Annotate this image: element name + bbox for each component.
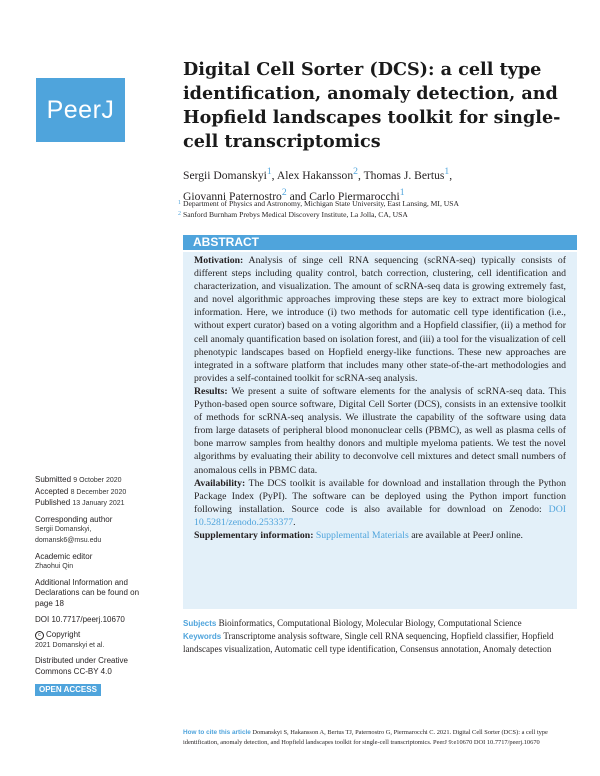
- corresponding-name: Sergii Domanskyi,: [35, 526, 92, 534]
- subjects-keywords: [183, 617, 577, 655]
- availability-text: The DCS toolkit is available for download and installation through the Python Package Index (PyPI). The software can be deployed using the Python import function following installation. Source code is also available for download on Zenodo:: [194, 477, 566, 515]
- affiliations: [178, 198, 578, 220]
- keywords-text: Transcriptome analysis software, Single cell RNA sequencing, Hopfield classifier, Hopfield landscapes visualization, Automatic cell type identification, Consensus annotation, Anomaly detection: [183, 631, 554, 654]
- peerj-logo[interactable]: [36, 78, 125, 142]
- affiliation-number: 2: [178, 211, 181, 217]
- citation-text: Domanskyi S, Hakansson A, Bertus TJ, Paternostro G, Piermarocchi C. 2021. Digital Cell Sorter (DCS): a cell type identification, anomaly detection, and Hopfield landscapes toolkit for single-cell transcriptomics. PeerJ 9:e10670 DOI 10.7717/peerj.10670: [183, 729, 548, 746]
- author-separator: ,: [357, 168, 364, 182]
- citation-label: How to cite this article: [183, 729, 251, 736]
- affiliation-item: [178, 198, 578, 209]
- keywords-row: [183, 630, 577, 655]
- results-label: Results:: [194, 385, 228, 397]
- author-name[interactable]: Giovanni Paternostro: [183, 189, 282, 203]
- copyright-row: [35, 630, 153, 641]
- availability-label: Availability:: [194, 477, 246, 489]
- subjects-label: Subjects: [183, 619, 217, 628]
- zenodo-doi-link[interactable]: DOI 10.5281/zenodo.2533377: [194, 503, 566, 528]
- author-separator: and: [286, 189, 310, 203]
- copyright-icon: c: [35, 631, 44, 640]
- author-affil-sup: 2: [353, 166, 358, 177]
- article-doi[interactable]: DOI 10.7717/peerj.10670: [35, 614, 125, 624]
- affiliation-text: Department of Physics and Astronomy, Michigan State University, East Lansing, MI, USA: [183, 199, 459, 208]
- author-affil-sup: 2: [281, 186, 287, 198]
- license-text[interactable]: Distributed under Creative Commons CC-BY 4.0: [35, 656, 128, 676]
- abstract-body: [183, 252, 577, 609]
- subjects-text: Bioinformatics, Computational Biology, Molecular Biology, Computational Science: [218, 618, 522, 628]
- subjects-row: [183, 617, 577, 630]
- affiliation-text: Sanford Burnham Prebys Medical Discovery Institute, La Jolla, CA, USA: [183, 210, 408, 219]
- accepted-label: Accepted: [35, 486, 69, 496]
- logo-text: PeerJ: [46, 95, 115, 124]
- motivation-label: Motivation:: [194, 255, 244, 266]
- author-affil-sup: 1: [444, 166, 450, 177]
- article-title: Digital Cell Sorter (DCS): a cell type identification, anomaly detection, and Hopfield landscapes toolkit for single-cell transcriptomics: [183, 59, 561, 152]
- open-access-badge: OPEN ACCESS: [35, 684, 101, 697]
- author-name[interactable]: Alex Hakansson: [276, 168, 354, 182]
- author-name[interactable]: Sergii Domanskyi: [183, 168, 267, 182]
- published-label: Published: [35, 498, 71, 508]
- abstract-supplementary: [194, 529, 566, 542]
- copyright-label: Copyright: [46, 630, 81, 640]
- author-name[interactable]: Thomas J. Bertus: [363, 168, 445, 182]
- published-row: [35, 498, 153, 510]
- corresponding-heading: Corresponding author: [35, 514, 113, 524]
- motivation-text: Analysis of singe cell RNA sequencing (scRNA-seq) typically consists of different steps including quality control, batch correction, clustering, cell identification and characterization, and visualization. The amount of scRNA-seq data is growing extremely fast, and novel algorithmic approaches improving these steps are key to extract more biological information. Here, we introduce (i) two methods for automatic cell type identification (i.e., without expert curator) based on a voting algorithm and a Hopfield classifier, (ii) a method for cell anomaly quantification based on isolation forest, and (iii) a tool for the visualization of cell phenotypic landscapes based on Hopfield energy-like functions. These new approaches are integrated in a software platform that includes many other state-of-the-art methodologies and provides a self-contained toolkit for scRNA-seq analysis.: [194, 255, 567, 384]
- author-separator: ,: [271, 168, 277, 182]
- abstract-results: [194, 385, 566, 477]
- abstract-motivation: [194, 254, 566, 385]
- results-text: We present a suite of software elements for the analysis of scRNA-seq data. This Python-based open source software, Digital Cell Sorter (DCS), consists in an extensive toolkit of methods for scRNA-seq analysis. We illustrate the capability of the software using data from large datasets of peripheral blood mononuclear cells (PBMC), as well as plasma cells of bone marrow samples from healthy donors and multiple myeloma patients. We test the novel algorithms by evaluating their ability to deconvolve cell mixtures and detect small numbers of anomalous cells in PBMC data.: [194, 385, 566, 476]
- affiliation-number: 1: [178, 200, 181, 206]
- affiliation-item: [178, 209, 578, 220]
- supp-text: are available at PeerJ online.: [408, 529, 523, 541]
- author-line-1: [183, 163, 573, 184]
- submitted-row: [35, 475, 153, 487]
- editor-name: Zhaohui Qin: [35, 563, 74, 571]
- supplemental-materials-link[interactable]: Supplemental Materials: [315, 529, 409, 541]
- corresponding-email[interactable]: domansk6@msu.edu: [35, 536, 102, 544]
- article-sidebar: [35, 475, 153, 696]
- keywords-label: Keywords: [183, 632, 222, 641]
- published-date: 13 January 2021: [72, 500, 125, 508]
- accepted-row: [35, 487, 153, 499]
- abstract-availability: [194, 477, 566, 529]
- editor-heading: Academic editor: [35, 551, 93, 561]
- availability-end: .: [293, 516, 296, 528]
- citation-footer: [183, 728, 577, 747]
- author-separator: ,: [449, 168, 453, 182]
- copyright-holder: 2021 Domanskyi et al.: [35, 641, 105, 649]
- author-affil-sup: 1: [399, 186, 405, 198]
- author-name[interactable]: Carlo Piermarocchi: [309, 189, 400, 203]
- accepted-date: 8 December 2020: [70, 488, 127, 496]
- submitted-label: Submitted: [35, 475, 72, 484]
- supp-label: Supplementary information:: [194, 529, 314, 541]
- author-affil-sup: 1: [266, 166, 272, 177]
- submitted-date: 9 October 2020: [73, 477, 122, 484]
- abstract-header: ABSTRACT: [183, 235, 577, 250]
- additional-info-link[interactable]: Additional Information and Declarations can be found on page 18: [35, 577, 140, 608]
